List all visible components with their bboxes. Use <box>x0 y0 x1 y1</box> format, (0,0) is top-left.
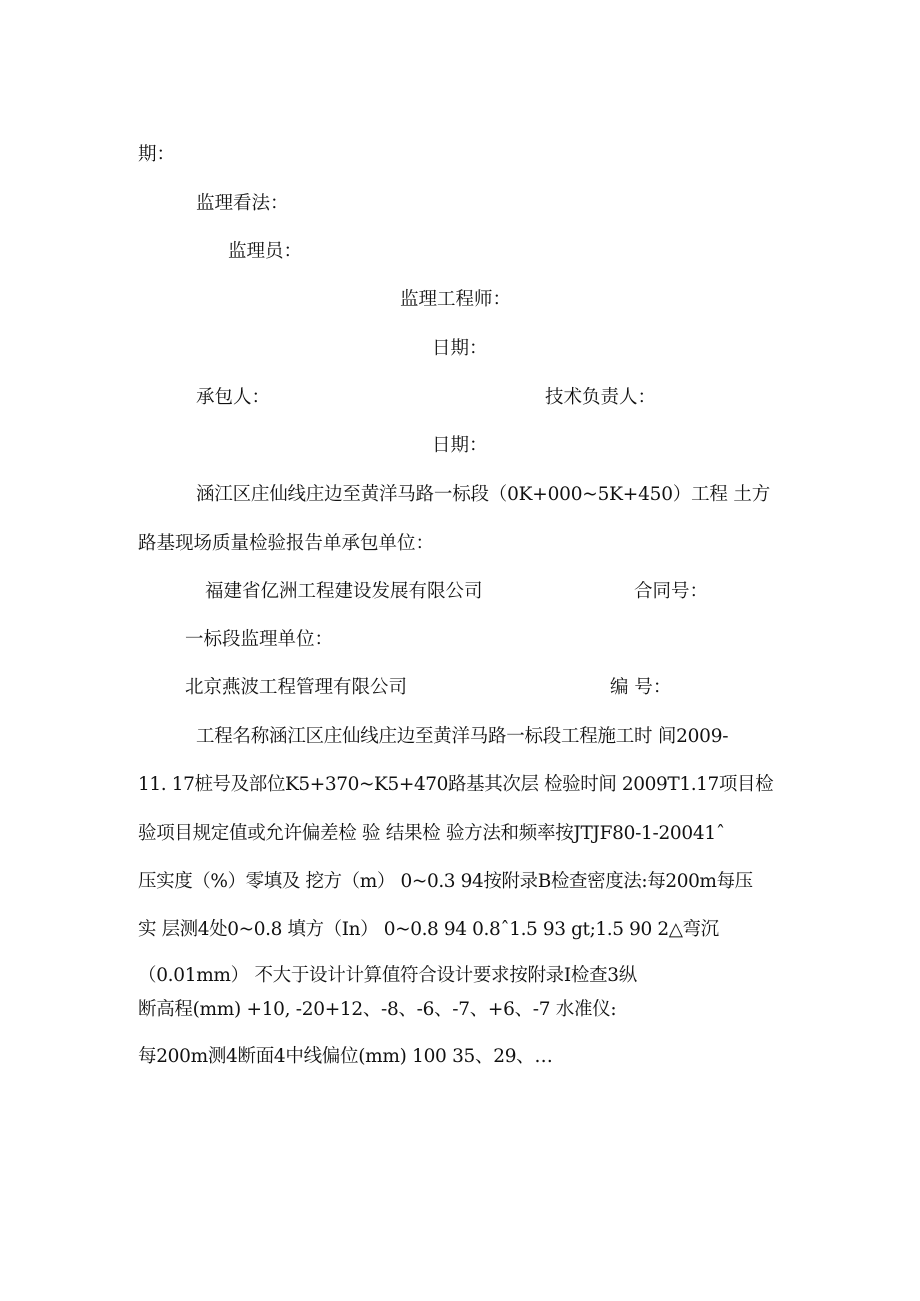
contractor-label: 承包人： <box>196 387 271 408</box>
supervision-opinion-label: 监理看法： <box>196 193 289 214</box>
body-line-3: 验项目规定值或允许偏差检 验 结果检 验方法和频率按JTJF80-1-20041ˆ <box>138 823 725 844</box>
supervisor-label: 监理员： <box>228 241 303 262</box>
serial-number-label: 编 号： <box>610 677 672 698</box>
body-line-6: （0.01mm） 不大于设计计算值符合设计要求按附录I检查3纵 <box>138 965 637 986</box>
body-line-1: 工程名称涵江区庄仙线庄边至黄洋马路一标段工程施工时 间2009- <box>196 726 729 747</box>
line-period: 期： <box>138 144 176 165</box>
body-line-5: 实 层测4处0~0.8 填方（In） 0~0.8 94 0.8ˆ1.5 93 gt;1.5 90 2△弯沉 <box>138 919 719 940</box>
date-label-1: 日期： <box>432 338 488 359</box>
body-line-7: 断高程(mm) +10, -20+12、-8、-6、-7、+6、-7 水准仪: <box>138 999 617 1020</box>
body-line-8: 每200m测4断面4中线偏位(mm) 100 35、29、… <box>138 1046 553 1067</box>
project-title-line-2: 路基现场质量检验报告单承包单位： <box>138 533 435 554</box>
body-line-4: 压实度（%）零填及 挖方（m） 0~0.3 94按附录B检查密度法:每200m每压 <box>138 871 753 892</box>
date-label-2: 日期： <box>432 435 488 456</box>
supervision-unit-label: 一标段监理单位： <box>185 629 334 650</box>
technical-lead-label: 技术负责人： <box>545 387 657 408</box>
body-line-2: 11. 17桩号及部位K5+370~K5+470路基其次层 检验时间 2009T1.17项目检 <box>138 774 774 795</box>
supervision-engineer-label: 监理工程师： <box>400 289 512 310</box>
supervision-company: 北京燕波工程管理有限公司 <box>185 677 408 698</box>
project-title-line-1: 涵江区庄仙线庄边至黄洋马路一标段（0K+000~5K+450）工程 土方 <box>196 484 770 505</box>
contractor-company: 福建省亿洲工程建设发展有限公司 <box>205 581 483 602</box>
contract-number-label: 合同号： <box>634 581 709 602</box>
